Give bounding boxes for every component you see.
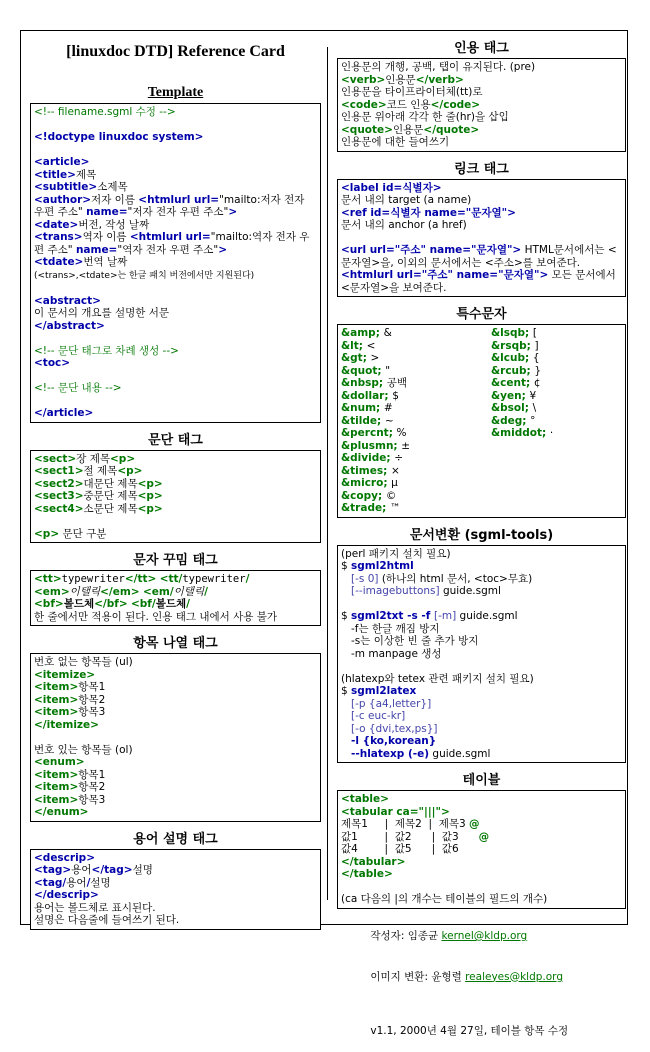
code-line: <item>항목1 bbox=[34, 681, 106, 693]
code-line: -f는 한글 깨짐 방지 bbox=[341, 622, 440, 635]
code-line: 값4 | 값5 | 값6 bbox=[341, 843, 459, 855]
code-line bbox=[34, 282, 317, 295]
page-border bbox=[20, 30, 628, 1037]
code-line: (<trans>,<tdate>는 한글 패치 버전에서만 지원된다) bbox=[34, 270, 255, 281]
code-line: <item>항목2 bbox=[34, 781, 106, 793]
left-column bbox=[30, 31, 321, 930]
code-line: &middot; · bbox=[491, 427, 554, 439]
code-line: [-s 0] (하나의 html 문서, <toc>무효) bbox=[351, 572, 533, 585]
code-line: &rcub; } bbox=[491, 364, 542, 377]
code-line: 값1 | 값2 | 값3 @ bbox=[341, 830, 490, 843]
code-line: -m manpage 생성 bbox=[341, 647, 442, 660]
code-line: <!doctype linuxdoc system> bbox=[34, 131, 204, 143]
author-line bbox=[337, 917, 626, 958]
code-line: &copy; © bbox=[341, 489, 397, 502]
code-line: <item>항목3 bbox=[34, 706, 106, 718]
template-code-box bbox=[30, 103, 321, 423]
code-line: <itemize> bbox=[34, 668, 96, 681]
code-line: <tabular ca="|||"> bbox=[341, 805, 450, 818]
link-tags-box bbox=[337, 179, 626, 298]
code-line bbox=[341, 660, 622, 673]
code-line: <sect>장 제목<p> bbox=[34, 452, 136, 465]
convert-commands-box bbox=[337, 545, 626, 764]
code-line: <title>제목 bbox=[34, 168, 97, 181]
code-line: -s는 이상한 빈 줄 추가 방지 bbox=[341, 635, 479, 647]
code-line: <label id=식별자> bbox=[341, 181, 442, 194]
code-line: <url url="주소" name="문자열"> HTML문서에서는 <문자열>을, 이외의 문서에서는 <주소>를 보여준다. bbox=[341, 244, 617, 269]
converter-label: 이미지 변환: 윤형렬 bbox=[370, 970, 466, 983]
section-title-deco: 문자 꾸밈 태그 bbox=[133, 553, 218, 568]
code-line bbox=[34, 395, 317, 408]
code-line: <p> 문단 구분 bbox=[34, 527, 107, 540]
section-title-list: 항목 나열 태그 bbox=[133, 636, 218, 651]
code-line bbox=[34, 731, 317, 744]
code-line: </itemize> bbox=[34, 718, 99, 731]
code-line: &cent; ¢ bbox=[491, 377, 541, 389]
converter-line bbox=[337, 957, 626, 998]
page-title: [linuxdoc DTD] Reference Card bbox=[66, 43, 285, 60]
code-line: <item>항목1 bbox=[34, 768, 106, 781]
code-line: <tdate>번역 날짜 bbox=[34, 256, 128, 268]
code-line: &yen; ¥ bbox=[491, 389, 537, 402]
code-line: 한 줄에서만 적용이 된다. 인용 태그 내에서 사용 불가 bbox=[34, 610, 278, 623]
code-line: <abstract> bbox=[34, 294, 101, 307]
code-line: 제목1 | 제목2 | 제목3 @ bbox=[341, 818, 480, 830]
code-line: <!-- filename.sgml 수정 --> bbox=[34, 106, 176, 118]
code-line: (ca 다음의 |의 개수는 테이블의 필드의 개수) bbox=[341, 893, 548, 905]
code-line bbox=[341, 598, 622, 611]
section-title-table: 테이블 bbox=[462, 773, 501, 788]
code-line: </table> bbox=[341, 868, 393, 880]
code-line: <htmlurl url="주소" name="문자열"> 모든 문서에서 <문자열>을 보여준다. bbox=[341, 269, 620, 294]
code-line: &amp; & bbox=[341, 327, 392, 339]
code-line: 인용문에 대한 들여쓰기 bbox=[341, 136, 450, 148]
footer-spacer bbox=[337, 998, 626, 1012]
code-line: (hlatexp와 tetex 관련 패키지 설치 필요) bbox=[341, 672, 534, 685]
code-line: &bsol; \ bbox=[491, 402, 537, 414]
code-line: -l {ko,korean} bbox=[351, 735, 437, 747]
code-line: &deg; ° bbox=[491, 414, 536, 427]
code-line: &lcub; { bbox=[491, 352, 540, 364]
code-line: <verb>인용문</verb> bbox=[341, 73, 464, 86]
code-line bbox=[34, 370, 317, 383]
code-line: <date>버전, 작성 날짜 bbox=[34, 218, 150, 231]
code-line: </tabular> bbox=[341, 855, 406, 868]
code-line: <ref id=식별자 name="문자열"> bbox=[341, 206, 516, 219]
section-title-special: 특수문자 bbox=[456, 307, 507, 322]
code-line: <table> bbox=[341, 793, 389, 805]
section-title-quote: 인용 태그 bbox=[454, 41, 509, 56]
code-line: 인용문을 타이프라이터체(tt)로 bbox=[341, 86, 483, 98]
version-line bbox=[337, 1011, 626, 1052]
code-line: &plusmn; ± bbox=[341, 439, 411, 452]
footer bbox=[337, 917, 626, 1052]
code-line: [-c euc-kr] bbox=[351, 710, 406, 722]
section-title-convert: 문서변환 (sgml-tools) bbox=[409, 527, 554, 543]
code-line: &num; # bbox=[341, 402, 393, 414]
code-line: <bf>볼드체</bf> <bf/볼드체/ bbox=[34, 598, 190, 610]
code-line: 설명은 다음줄에 들여쓰기 된다. bbox=[34, 914, 180, 926]
code-line: --hlatexp (-e) guide.sgml bbox=[351, 747, 491, 760]
code-line bbox=[341, 881, 622, 894]
sect-tags-box bbox=[30, 450, 321, 544]
code-line: <tt>typewriter</tt> <tt/typewriter/ bbox=[34, 573, 250, 585]
code-line: <tag>용어</tag>설명 bbox=[34, 864, 153, 876]
code-line: 번호 있는 항목들 (ol) bbox=[34, 743, 133, 756]
code-line bbox=[34, 144, 317, 157]
code-line: &rsqb; ] bbox=[491, 339, 539, 352]
code-line bbox=[34, 332, 317, 345]
code-line: <!-- 문단 태그로 차례 생성 --> bbox=[34, 344, 179, 357]
code-line: <enum> bbox=[34, 756, 85, 768]
code-line: &lsqb; [ bbox=[491, 327, 538, 339]
code-line: <em>이탤릭</em> <em/이탤릭/ bbox=[34, 585, 208, 598]
section-title-sect: 문단 태그 bbox=[148, 432, 203, 448]
code-line: <code>코드 인용</code> bbox=[341, 98, 481, 111]
code-line: 용어는 볼드체로 표시된다. bbox=[34, 901, 156, 914]
code-line: &nbsp; 공백 bbox=[341, 377, 408, 389]
right-column bbox=[337, 31, 626, 1052]
code-line: <author>저자 이름 <htmlurl url="mailto:저자 전자 우편 주소" name="저자 전자 우편 주소"> bbox=[34, 193, 308, 218]
code-line: <item>항목2 bbox=[34, 693, 106, 706]
special-chars-left bbox=[341, 327, 491, 515]
code-line: </enum> bbox=[34, 806, 89, 818]
special-chars-box bbox=[337, 324, 626, 518]
code-line: <subtitle>소제목 bbox=[34, 181, 128, 193]
code-line: 인용문 위아래 각각 한 줄(hr)을 삽입 bbox=[341, 111, 509, 123]
code-line bbox=[34, 515, 317, 528]
quote-tags-box bbox=[337, 58, 626, 152]
code-line: [-o {dvi,tex,ps}] bbox=[351, 722, 438, 735]
code-line: &divide; ÷ bbox=[341, 452, 404, 464]
code-line: &percnt; % bbox=[341, 427, 407, 439]
code-line: <toc> bbox=[34, 357, 71, 369]
code-line: <sect4>소문단 제목<p> bbox=[34, 502, 163, 515]
code-line: $ sgml2latex bbox=[341, 685, 417, 697]
code-line: <!-- 문단 내용 --> bbox=[34, 382, 122, 394]
code-line: [-p {a4,letter}] bbox=[351, 697, 432, 710]
code-line: [--imagebuttons] guide.sgml bbox=[351, 585, 501, 597]
code-line: &lt; < bbox=[341, 339, 376, 352]
code-line: <trans>역자 이름 <htmlurl url="mailto:역자 전자 우편 주소" name="역자 전자 우편 주소"> bbox=[34, 231, 310, 256]
code-line: <sect3>중문단 제목<p> bbox=[34, 490, 163, 502]
column-divider bbox=[327, 47, 328, 900]
author-email-link[interactable]: kernel@kldp.org bbox=[441, 930, 528, 942]
code-line: &quot; " bbox=[341, 364, 391, 377]
code-line: &gt; > bbox=[341, 352, 380, 364]
section-title-descrip: 용어 설명 태그 bbox=[133, 831, 218, 847]
code-line: 문서 내의 target (a name) bbox=[341, 194, 472, 206]
code-line bbox=[34, 119, 317, 132]
code-line: <quote>인용문</quote> bbox=[341, 123, 480, 136]
descrip-tags-box bbox=[30, 849, 321, 930]
special-chars-right bbox=[491, 327, 622, 515]
code-line: </article> bbox=[34, 407, 94, 419]
char-deco-box bbox=[30, 570, 321, 626]
code-line: 문서 내의 anchor (a href) bbox=[341, 219, 467, 231]
code-line: &micro; µ bbox=[341, 477, 398, 489]
code-line: 인용문의 개행, 공백, 탭이 유지된다. (pre) bbox=[341, 61, 536, 73]
section-title-template: Template bbox=[147, 85, 204, 100]
list-tags-box bbox=[30, 653, 321, 822]
code-line: </abstract> bbox=[34, 319, 105, 332]
code-line bbox=[341, 232, 622, 245]
code-line: $ sgml2html bbox=[341, 560, 414, 572]
code-line: <tag/용어/설명 bbox=[34, 876, 111, 889]
code-line: <sect1>절 제목<p> bbox=[34, 465, 143, 477]
code-line: <article> bbox=[34, 156, 90, 168]
code-line: 번호 없는 항목들 (ul) bbox=[34, 656, 133, 668]
code-line: </descrip> bbox=[34, 889, 99, 901]
code-line: &times; × bbox=[341, 464, 400, 477]
code-line: 이 문서의 개요를 설명한 서문 bbox=[34, 307, 170, 319]
version-text: v1.1, 2000년 4월 27일, 테이블 항목 수정 bbox=[370, 1024, 569, 1037]
author-label: 작성자: 임종균 bbox=[370, 930, 442, 942]
section-title-link: 링크 태그 bbox=[454, 161, 509, 177]
code-line: <item>항목3 bbox=[34, 793, 106, 806]
code-line: (perl 패키지 설치 필요) bbox=[341, 547, 451, 560]
converter-email-link[interactable]: realeyes@kldp.org bbox=[465, 970, 563, 983]
code-line: &trade; ™ bbox=[341, 502, 401, 514]
code-line: $ sgml2txt -s -f [-m] guide.sgml bbox=[341, 610, 518, 622]
code-line: <descrip> bbox=[34, 851, 96, 864]
code-line: &tilde; ~ bbox=[341, 414, 394, 427]
code-line: <sect2>대문단 제목<p> bbox=[34, 477, 163, 490]
code-line: &dollar; $ bbox=[341, 389, 399, 402]
table-tags-box bbox=[337, 790, 626, 909]
